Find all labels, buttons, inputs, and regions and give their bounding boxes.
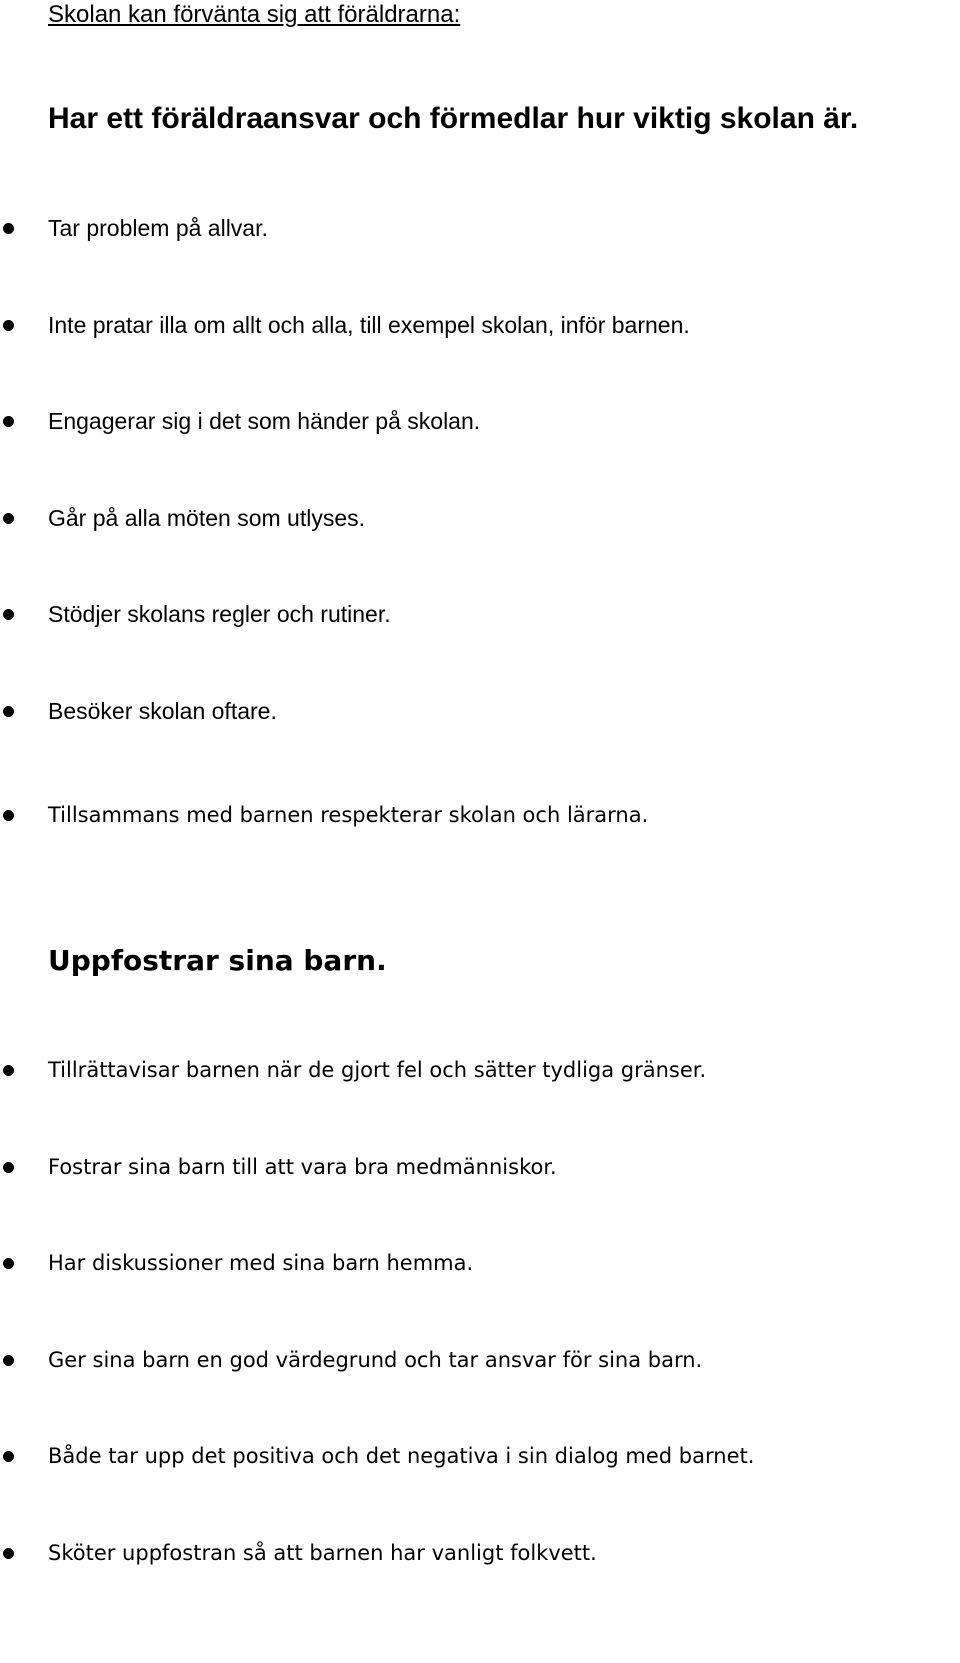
list-item (0, 1246, 960, 1280)
section-heading-upbringing: Uppfostrar sina barn. (48, 944, 387, 977)
list-item (0, 798, 960, 832)
list-item-text: Fostrar sina barn till att vara bra medmänniskor. (48, 1155, 557, 1179)
list-item (0, 597, 960, 631)
list-item (0, 1150, 960, 1184)
bullet-icon (3, 1355, 14, 1366)
bullet-icon (3, 706, 14, 717)
bullet-icon (3, 223, 14, 234)
list-item (0, 211, 960, 245)
list-item-text: Tillrättavisar barnen när de gjort fel och sätter tydliga gränser. (48, 1058, 707, 1082)
list-item (0, 694, 960, 728)
list-item-text: Stödjer skolans regler och rutiner. (48, 601, 391, 627)
list-item (0, 1536, 960, 1570)
list-item (0, 1343, 960, 1377)
list-item-text: Engagerar sig i det som händer på skolan. (48, 408, 481, 434)
list-item-text: Tillsammans med barnen respekterar skolan och lärarna. (48, 803, 649, 827)
bullet-icon (3, 320, 14, 331)
bullet-icon (3, 1065, 14, 1076)
bullet-icon (3, 1258, 14, 1269)
list-item-text: Besöker skolan oftare. (48, 698, 277, 724)
list-item-text: Har diskussioner med sina barn hemma. (48, 1251, 474, 1275)
list-item-text: Ger sina barn en god värdegrund och tar ansvar för sina barn. (48, 1348, 703, 1372)
bullet-icon (3, 810, 14, 821)
list-item-text: Både tar upp det positiva och det negativa i sin dialog med barnet. (48, 1444, 755, 1468)
list-item (0, 1053, 960, 1087)
bullet-icon (3, 1162, 14, 1173)
list-item-text: Inte pratar illa om allt och alla, till exempel skolan, inför barnen. (48, 312, 690, 338)
intro-heading: Skolan kan förvänta sig att föräldrarna: (48, 1, 461, 28)
list-item-text: Går på alla möten som utlyses. (48, 505, 366, 531)
list-item (0, 404, 960, 438)
bullet-icon (3, 416, 14, 427)
section-heading-parental-responsibility: Har ett föräldraansvar och förmedlar hur viktig skolan är. (48, 102, 859, 135)
bullet-icon (3, 1548, 14, 1559)
list-item-text: Tar problem på allvar. (48, 215, 268, 241)
list-item (0, 501, 960, 535)
list-item (0, 1439, 960, 1473)
bullet-icon (3, 609, 14, 620)
bullet-icon (3, 513, 14, 524)
bullet-icon (3, 1451, 14, 1462)
list-item-text: Sköter uppfostran så att barnen har vanligt folkvett. (48, 1541, 597, 1565)
list-item (0, 308, 960, 342)
